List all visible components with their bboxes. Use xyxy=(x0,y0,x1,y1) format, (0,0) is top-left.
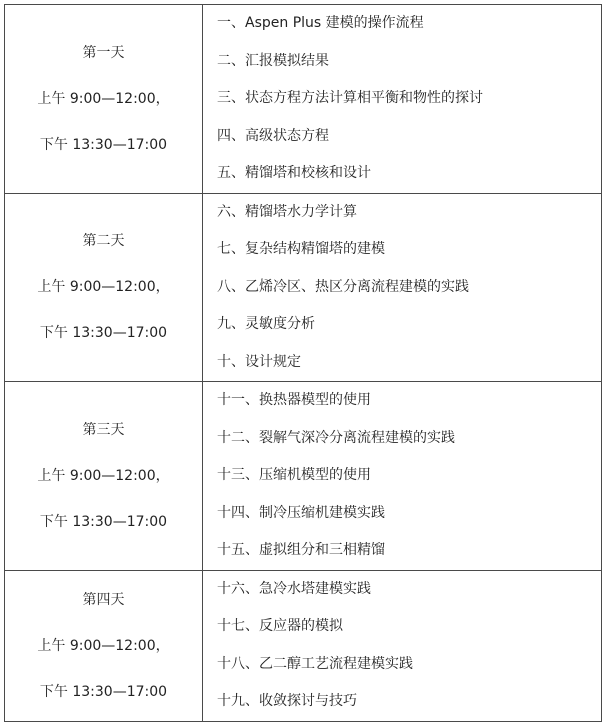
afternoon-time: 下午 13:30—17:00 xyxy=(39,683,168,700)
morning-time: 上午 9:00—12:00， xyxy=(37,637,170,654)
course-schedule-table xyxy=(4,4,602,722)
day-label: 第二天 xyxy=(82,233,125,250)
topic-item: 九、灵敏度分析 xyxy=(217,316,315,332)
morning-time: 上午 9:00—12:00， xyxy=(37,90,170,107)
day-label: 第四天 xyxy=(82,591,125,608)
topic-item: 十七、反应器的模拟 xyxy=(217,618,343,634)
day-label: 第三天 xyxy=(82,421,125,438)
day-info-cell xyxy=(5,193,203,382)
topic-item: 十五、虚拟组分和三相精馏 xyxy=(217,542,385,558)
topic-item: 一、Aspen Plus 建模的操作流程 xyxy=(217,15,424,31)
topic-item: 十、设计规定 xyxy=(217,353,301,370)
day-info-cell xyxy=(5,382,203,571)
day-label: 第一天 xyxy=(82,44,125,61)
topic-item: 十四、制冷压缩机建模实践 xyxy=(217,504,385,521)
day-row-1 xyxy=(5,5,602,194)
day-info-cell xyxy=(5,5,203,194)
topic-item: 六、精馏塔水力学计算 xyxy=(217,203,357,220)
afternoon-time: 下午 13:30—17:00 xyxy=(39,513,168,530)
topic-item: 十九、收敛探讨与技巧 xyxy=(217,693,357,709)
topics-cell xyxy=(203,382,602,571)
topic-item: 十一、换热器模型的使用 xyxy=(217,392,371,408)
topic-item: 十三、压缩机模型的使用 xyxy=(217,467,371,483)
topic-item: 五、精馏塔和校核和设计 xyxy=(217,165,371,181)
topic-item: 十二、裂解气深冷分离流程建模的实践 xyxy=(217,429,455,446)
morning-time: 上午 9:00—12:00， xyxy=(37,467,170,484)
afternoon-time: 下午 13:30—17:00 xyxy=(39,325,168,342)
topics-cell xyxy=(203,570,602,721)
day-row-4 xyxy=(5,570,602,721)
topic-item: 七、复杂结构精馏塔的建模 xyxy=(217,241,385,257)
afternoon-time: 下午 13:30—17:00 xyxy=(39,136,168,153)
topic-item: 十六、急冷水塔建模实践 xyxy=(217,580,371,597)
topic-item: 十八、乙二醇工艺流程建模实践 xyxy=(217,655,413,672)
topic-item: 三、状态方程方法计算相平衡和物性的探讨 xyxy=(217,90,483,106)
topic-item: 八、乙烯冷区、热区分离流程建模的实践 xyxy=(217,278,469,295)
day-row-3 xyxy=(5,382,602,571)
topic-item: 二、汇报模拟结果 xyxy=(217,52,329,69)
topics-cell xyxy=(203,193,602,382)
topics-cell xyxy=(203,5,602,194)
morning-time: 上午 9:00—12:00， xyxy=(37,279,170,296)
day-info-cell xyxy=(5,570,203,721)
topic-item: 四、高级状态方程 xyxy=(217,127,329,144)
day-row-2 xyxy=(5,193,602,382)
